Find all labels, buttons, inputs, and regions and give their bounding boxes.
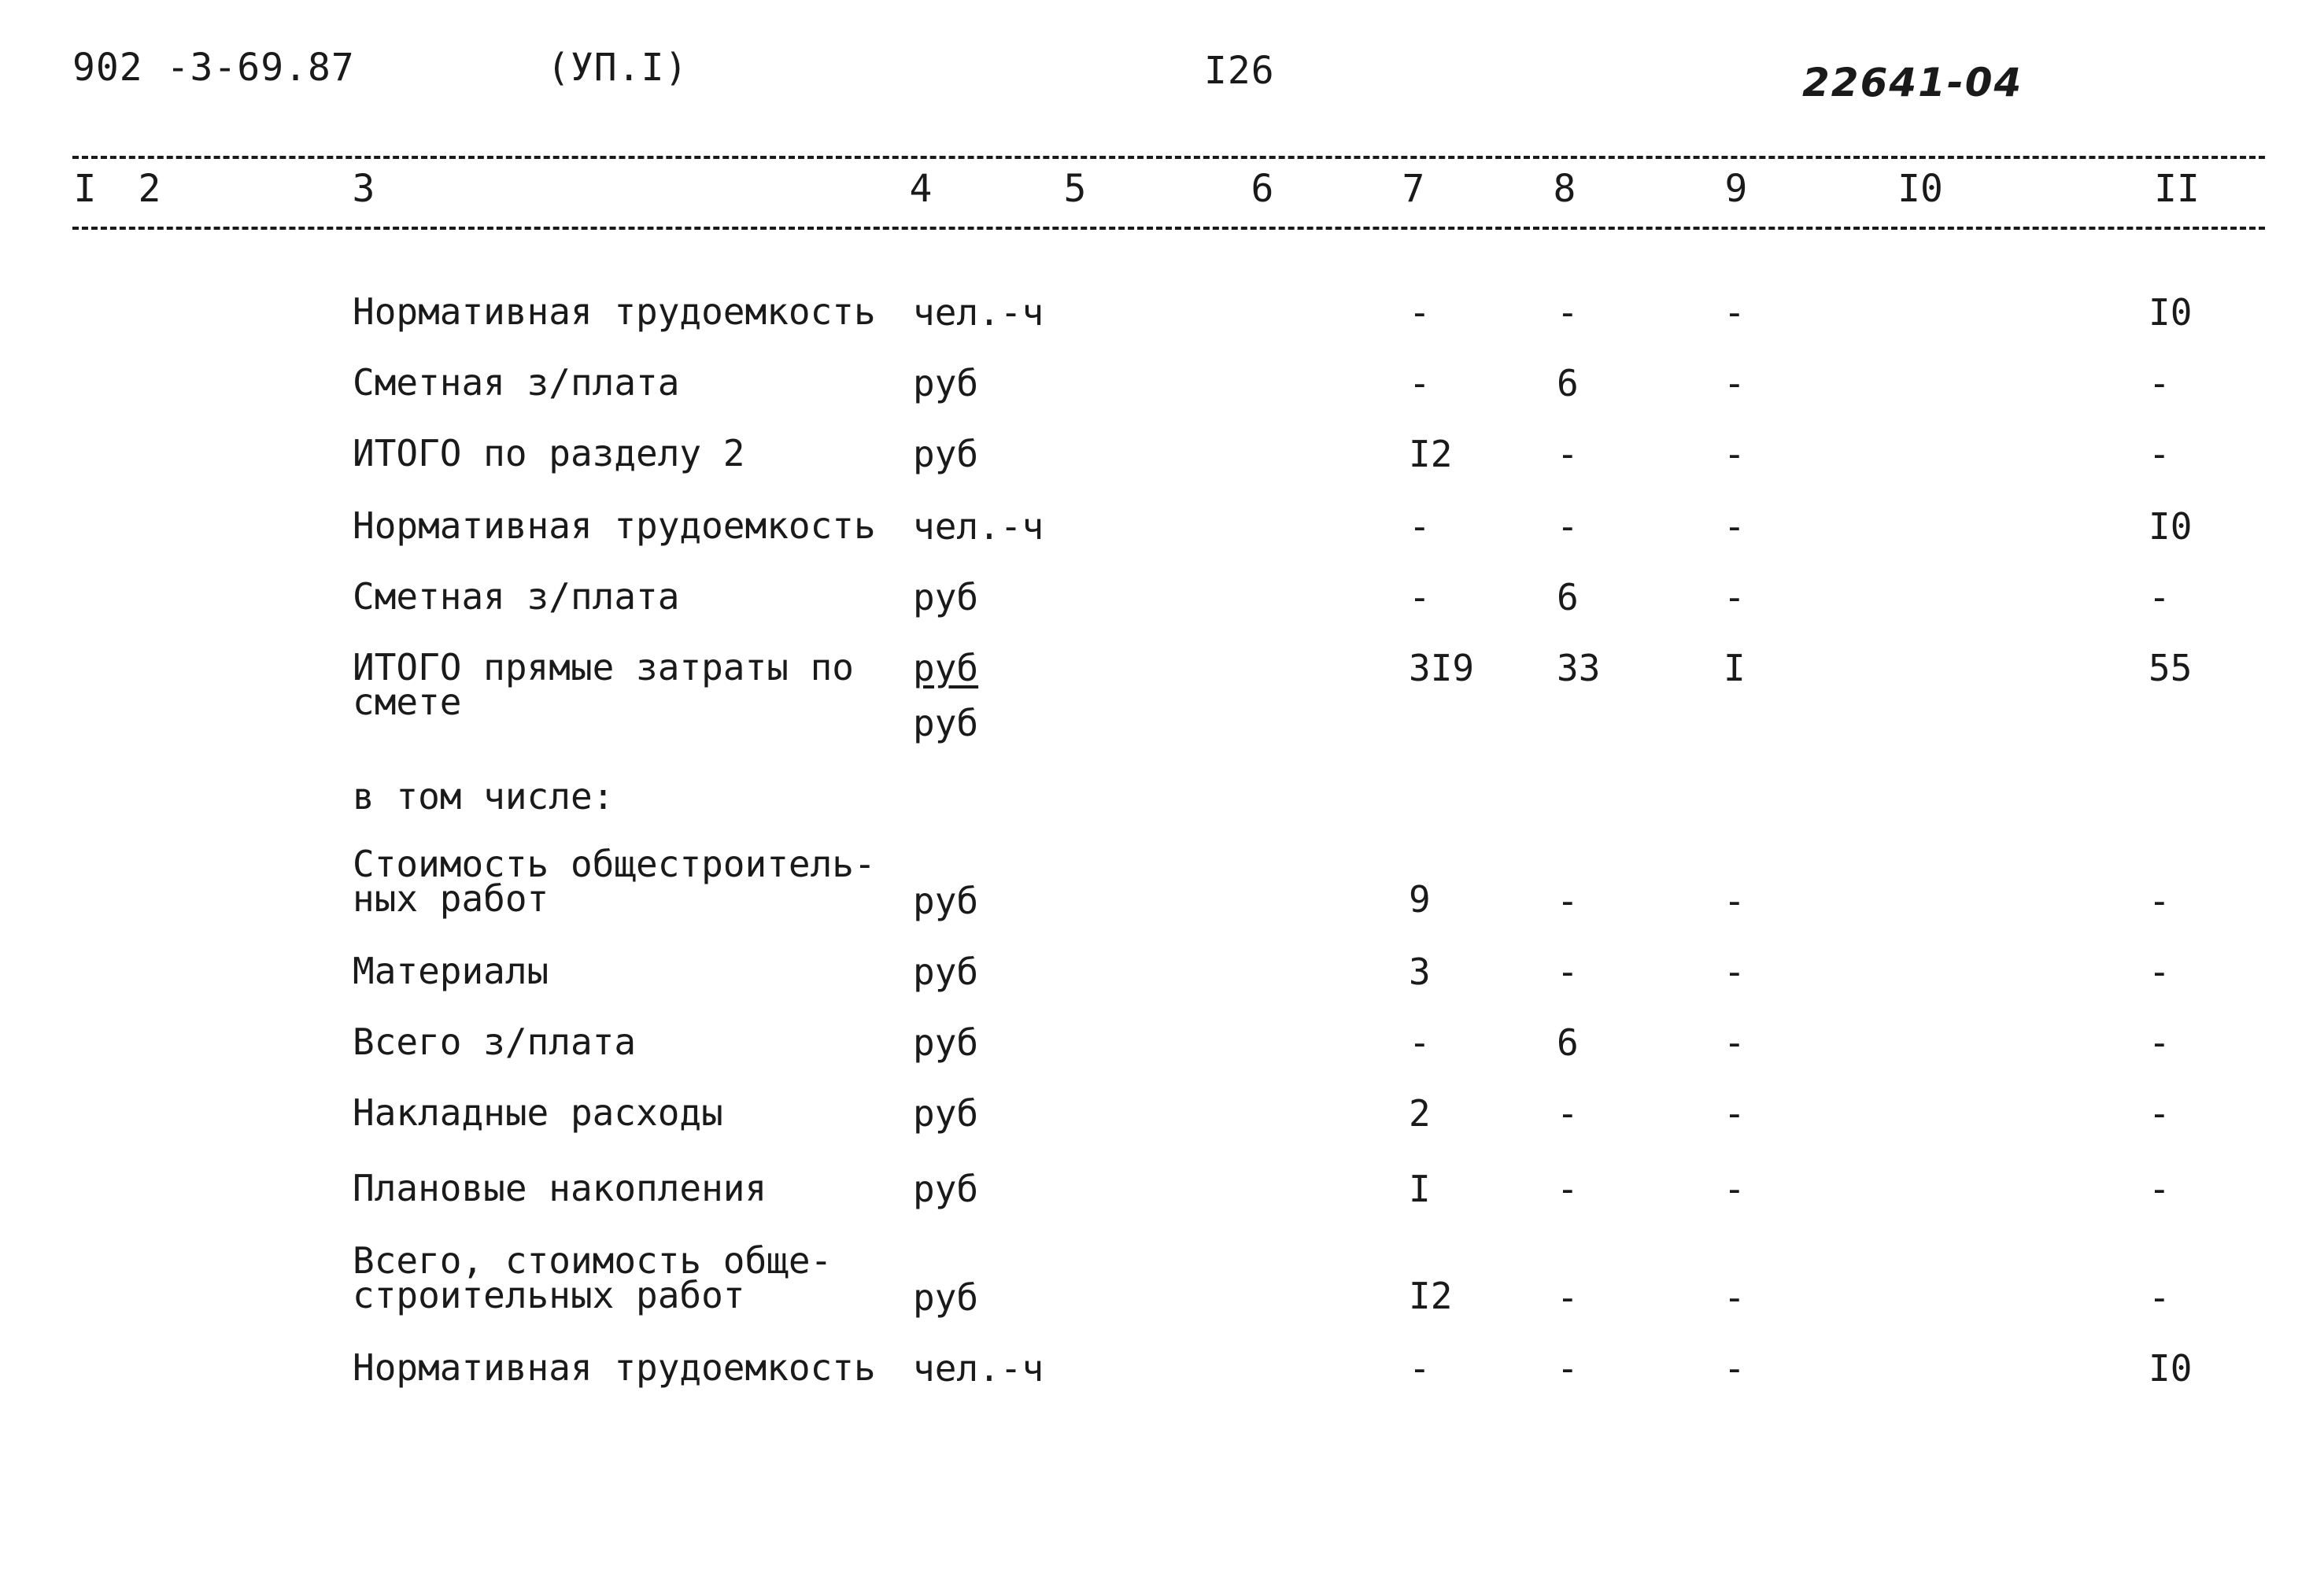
row-col9: - [1724, 1347, 1746, 1390]
row-name: Всего, стоимость обще- [353, 1239, 833, 1282]
row-col11: I0 [2148, 291, 2193, 334]
row-col9: - [1724, 1168, 1746, 1210]
row-unit: руб [913, 1092, 979, 1135]
table-row [0, 843, 2324, 925]
row-col7: 3I9 [1409, 647, 1475, 689]
row-col11: - [2148, 880, 2171, 922]
row-col7: 2 [1409, 1092, 1431, 1135]
row-col7: 9 [1409, 878, 1431, 921]
row-name: Нормативная трудоемкость [353, 1346, 876, 1389]
table-header-bottom-rule [72, 227, 2265, 230]
row-unit: руб [913, 1021, 979, 1064]
row-col7: - [1409, 362, 1431, 404]
row-col7: - [1409, 1347, 1431, 1390]
table-row [0, 1021, 2324, 1087]
row-name: ИТОГО прямые затраты по [353, 646, 854, 688]
table-row [0, 1239, 2324, 1322]
row-col8: 6 [1557, 576, 1579, 618]
column-number-7: 7 [1402, 167, 1425, 211]
row-col11: - [2148, 1276, 2171, 1319]
row-col11: I0 [2148, 1347, 2193, 1390]
row-col8: - [1557, 505, 1579, 548]
table-row [0, 775, 2324, 842]
column-number-5: 5 [1063, 167, 1087, 211]
column-number-2: 2 [138, 167, 161, 211]
row-name-continuation: ных работ [353, 877, 549, 920]
row-col7: 3 [1409, 951, 1431, 993]
row-col11: I0 [2148, 505, 2193, 548]
column-number-8: 8 [1553, 167, 1576, 211]
column-number-10: I0 [1897, 167, 1943, 211]
row-col8: - [1557, 1168, 1579, 1210]
inventory-number: 22641-04 [1802, 60, 2023, 105]
row-col8: - [1557, 291, 1579, 334]
row-name: ИТОГО по разделу 2 [353, 432, 745, 474]
row-col8: - [1557, 1092, 1579, 1135]
page-number: I26 [1204, 49, 1275, 93]
row-unit: чел.-ч [913, 505, 1044, 548]
row-col11: 55 [2148, 647, 2193, 689]
row-unit: руб [913, 951, 979, 993]
row-name: Накладные расходы [353, 1091, 723, 1134]
table-row [0, 432, 2324, 499]
column-number-6: 6 [1251, 167, 1274, 211]
row-col11: - [2148, 1092, 2171, 1135]
row-col9: - [1724, 1276, 1746, 1319]
row-unit: руб [913, 1276, 979, 1319]
row-col8: - [1557, 1347, 1579, 1390]
row-unit-secondary: руб [913, 702, 979, 744]
row-name-continuation: строительных работ [353, 1274, 745, 1316]
row-col7: I [1409, 1168, 1431, 1210]
row-name: Сметная з/плата [353, 361, 680, 404]
row-unit: руб [913, 576, 979, 618]
row-name: Стоимость общестроитель- [353, 843, 876, 885]
column-number-11: II [2154, 167, 2200, 211]
row-name-continuation: смете [353, 681, 462, 723]
row-col7: - [1409, 291, 1431, 334]
row-name: Сметная з/плата [353, 575, 680, 618]
row-col9: - [1724, 505, 1746, 548]
row-name: Нормативная трудоемкость [353, 504, 876, 547]
row-col7: I2 [1409, 433, 1453, 475]
album-label: (УП.I) [547, 46, 689, 90]
table-row [0, 1091, 2324, 1158]
row-col9: - [1724, 362, 1746, 404]
document-code: 902 -3-69.87 [72, 46, 355, 90]
row-unit: руб [913, 433, 979, 475]
row-unit: чел.-ч [913, 1347, 1044, 1390]
table-row [0, 290, 2324, 357]
row-col11: - [2148, 362, 2171, 404]
row-col9: - [1724, 576, 1746, 618]
row-unit: чел.-ч [913, 291, 1044, 334]
row-unit: руб [913, 362, 979, 404]
row-name: в том числе: [353, 775, 615, 818]
table-row [0, 361, 2324, 428]
row-name: Плановые накопления [353, 1167, 767, 1209]
row-col8: - [1557, 1276, 1579, 1319]
table-row [0, 646, 2324, 752]
table-row [0, 1346, 2324, 1413]
row-col9: - [1724, 1092, 1746, 1135]
table-row [0, 1167, 2324, 1234]
row-col8: - [1557, 433, 1579, 475]
row-col11: - [2148, 951, 2171, 993]
row-col9: - [1724, 880, 1746, 922]
column-number-9: 9 [1724, 167, 1748, 211]
table-row [0, 575, 2324, 642]
row-col11: - [2148, 1168, 2171, 1210]
row-name: Материалы [353, 950, 549, 992]
row-col11: - [2148, 1021, 2171, 1064]
row-col11: - [2148, 433, 2171, 475]
row-col9: - [1724, 951, 1746, 993]
row-unit: руб [913, 880, 979, 922]
row-col8: 33 [1557, 647, 1601, 689]
row-col8: 6 [1557, 362, 1579, 404]
row-col9: - [1724, 433, 1746, 475]
table-row [0, 950, 2324, 1017]
row-name: Всего з/плата [353, 1021, 637, 1063]
row-col9: I [1724, 647, 1746, 689]
row-unit: руб [913, 1168, 979, 1210]
column-number-1: I [73, 167, 97, 211]
table-row [0, 504, 2324, 571]
row-col11: - [2148, 576, 2171, 618]
row-col8: - [1557, 880, 1579, 922]
column-number-4: 4 [909, 167, 933, 211]
row-col7: - [1409, 576, 1431, 618]
row-col9: - [1724, 291, 1746, 334]
row-unit: руб [913, 647, 979, 689]
row-col8: - [1557, 951, 1579, 993]
row-name: Нормативная трудоемкость [353, 290, 876, 333]
row-col7: - [1409, 505, 1431, 548]
row-col8: 6 [1557, 1021, 1579, 1064]
row-col7: I2 [1409, 1275, 1453, 1317]
row-col7: - [1409, 1021, 1431, 1064]
column-number-3: 3 [352, 167, 375, 211]
row-col9: - [1724, 1021, 1746, 1064]
table-top-rule [72, 156, 2265, 159]
